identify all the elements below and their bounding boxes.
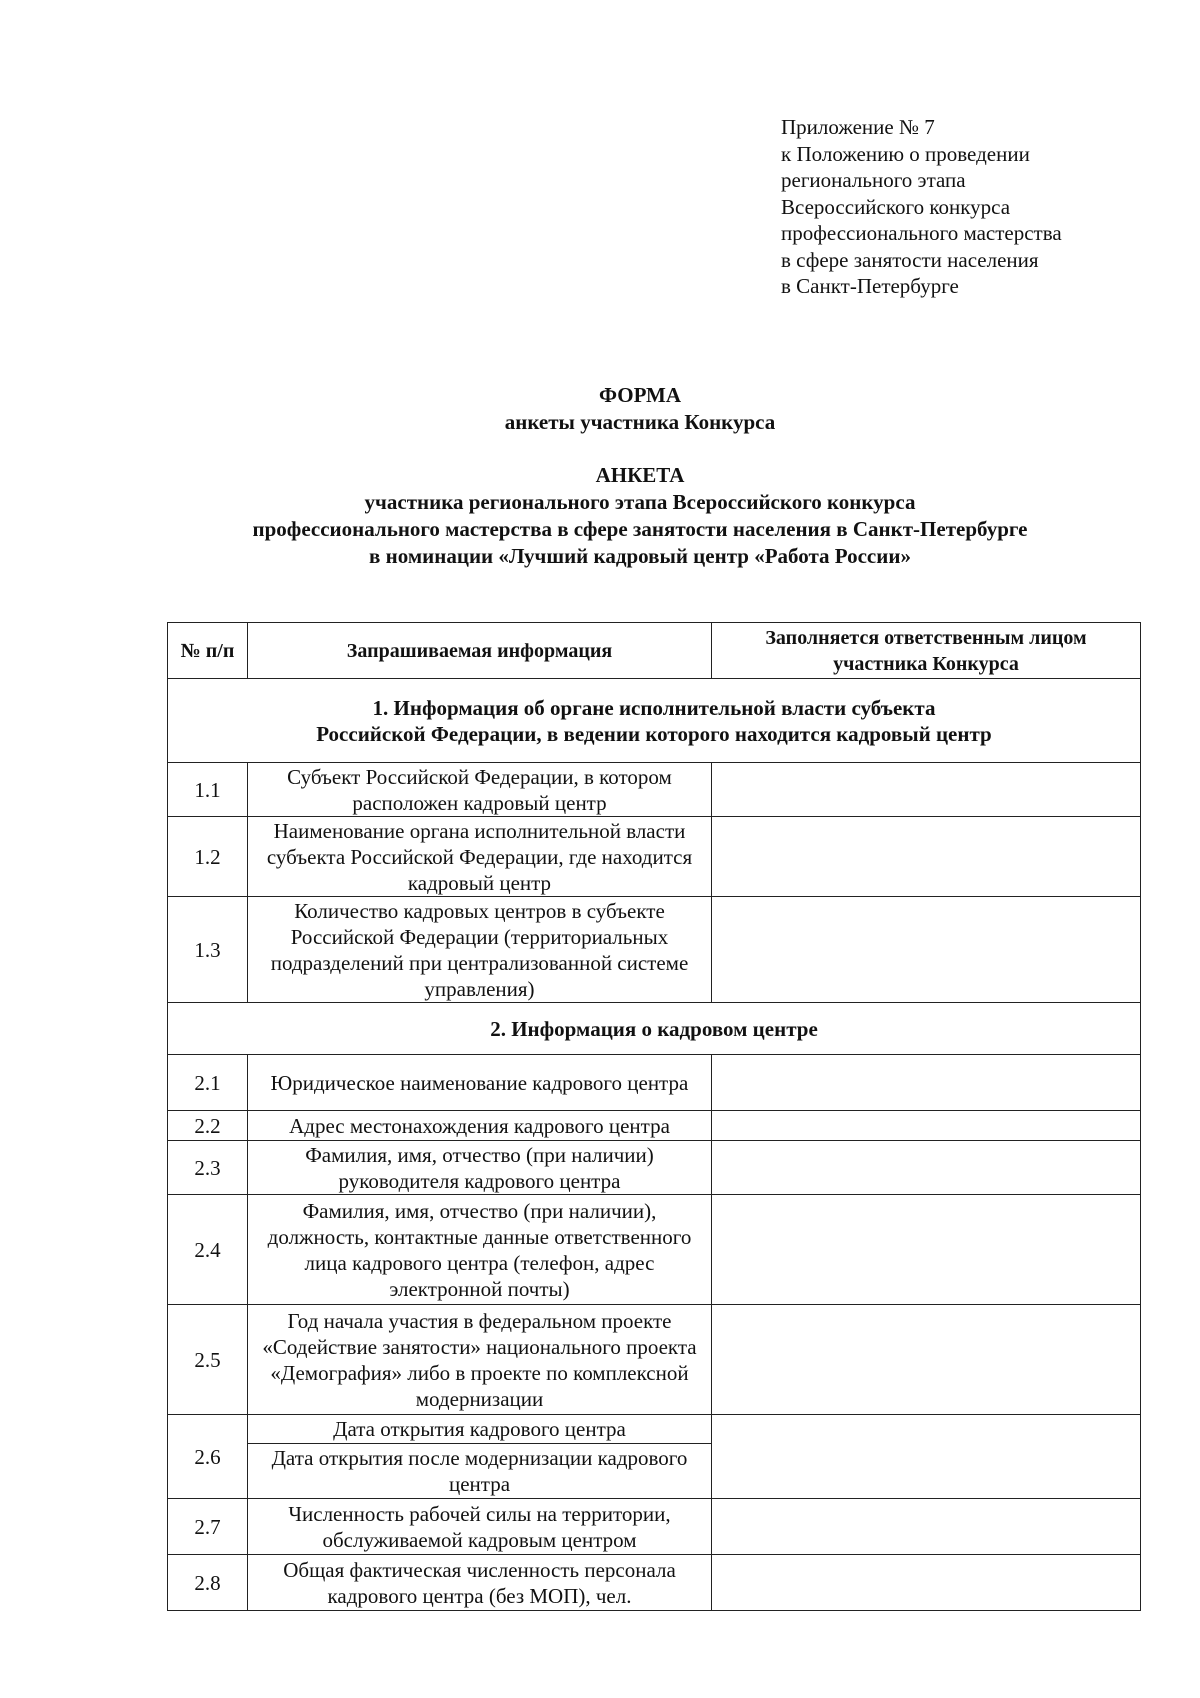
row-label: Фамилия, имя, отчество (при наличии) руководителя кадрового центра [248,1141,712,1195]
row-label: Количество кадровых центров в субъекте Российской Федерации (территориальных подразделений при централизованной системе управления) [248,897,712,1003]
section-title-line: Российской Федерации, в ведении которого находится кадровый центр [316,721,992,746]
header-requested-info: Запрашиваемая информация [248,623,712,679]
row-label: Численность рабочей силы на территории, обслуживаемой кадровым центром [248,1499,712,1555]
table-row [168,1195,1141,1305]
answer-cell[interactable] [712,763,1141,817]
appendix-line: к Положению о проведении [781,141,1030,166]
section-1-title [168,679,1141,763]
table-row [168,1305,1141,1415]
row-number: 2.2 [168,1111,248,1141]
appendix-line: профессионального мастерства [781,221,1062,245]
row-number: 1.2 [168,817,248,897]
table-row [168,1141,1141,1195]
appendix-line: Приложение № 7 [781,115,935,139]
row-label: Фамилия, имя, отчество (при наличии), должность, контактные данные ответственного лица кадрового центра (телефон, адрес электронной почты) [248,1195,712,1305]
row-number: 2.8 [168,1555,248,1611]
questionnaire-line: участника регионального этапа Всероссийского конкурса [364,490,916,514]
section-2-title: 2. Информация о кадровом центре [168,1003,1141,1055]
row-label-part: Дата открытия кадрового центра [333,1417,626,1441]
appendix-line: в Санкт-Петербурге [781,274,959,298]
answer-cell[interactable] [712,1055,1141,1111]
questionnaire-table [167,622,1141,1611]
appendix-line: Всероссийского конкурса [781,194,1011,219]
table-header-row [168,623,1141,679]
row-number: 2.7 [168,1499,248,1555]
form-heading [150,382,1130,436]
row-number: 1.3 [168,897,248,1003]
table-row [168,1499,1141,1555]
answer-cell[interactable] [712,1499,1141,1555]
row-label-part: Дата открытия после модернизации кадрового центра [248,1443,711,1498]
table-row [168,1111,1141,1141]
table-row [168,817,1141,897]
row-number: 1.1 [168,763,248,817]
row-number: 2.6 [168,1415,248,1499]
row-number: 2.3 [168,1141,248,1195]
appendix-line: в сфере занятости населения [781,247,1039,272]
section-title-line: 1. Информация об органе исполнительной власти субъекта [372,695,936,720]
header-filled-by: Заполняется ответственным лицом участника Конкурса [712,623,1141,679]
section-row [168,679,1141,763]
answer-cell[interactable] [712,817,1141,897]
questionnaire-line: в номинации «Лучший кадровый центр «Работа России» [369,544,911,568]
form-title: ФОРМА [598,383,682,407]
answer-cell[interactable] [712,1195,1141,1305]
header-number: № п/п [168,623,248,679]
row-label: Год начала участия в федеральном проекте «Содействие занятости» национального проекта «Демография» либо в проекте по комплексной модернизации [248,1305,712,1415]
row-label: Юридическое наименование кадрового центра [248,1055,712,1111]
answer-cell[interactable] [712,1111,1141,1141]
answer-cell[interactable] [712,897,1141,1003]
questionnaire-heading [150,462,1130,570]
row-label-split [248,1415,712,1499]
row-number: 2.5 [168,1305,248,1415]
table-row [168,1415,1141,1499]
table-row [168,1055,1141,1111]
questionnaire-title: АНКЕТА [595,463,685,487]
row-number: 2.4 [168,1195,248,1305]
table-row [168,1555,1141,1611]
section-row [168,1003,1141,1055]
appendix-line: регионального этапа [781,168,966,192]
answer-cell[interactable] [712,1555,1141,1611]
table-row [168,897,1141,1003]
row-label: Наименование органа исполнительной власти субъекта Российской Федерации, где находится кадровый центр [248,817,712,897]
answer-cell[interactable] [712,1141,1141,1195]
answer-cell[interactable] [712,1305,1141,1415]
questionnaire-line: профессионального мастерства в сфере занятости населения в Санкт-Петербурге [252,517,1028,541]
row-label: Субъект Российской Федерации, в котором расположен кадровый центр [248,763,712,817]
form-subtitle: анкеты участника Конкурса [504,410,776,434]
answer-cell[interactable] [712,1415,1141,1499]
appendix-block [781,114,1062,300]
row-label: Адрес местонахождения кадрового центра [248,1111,712,1141]
row-number: 2.1 [168,1055,248,1111]
row-label: Общая фактическая численность персонала кадрового центра (без МОП), чел. [248,1555,712,1611]
table-row [168,763,1141,817]
